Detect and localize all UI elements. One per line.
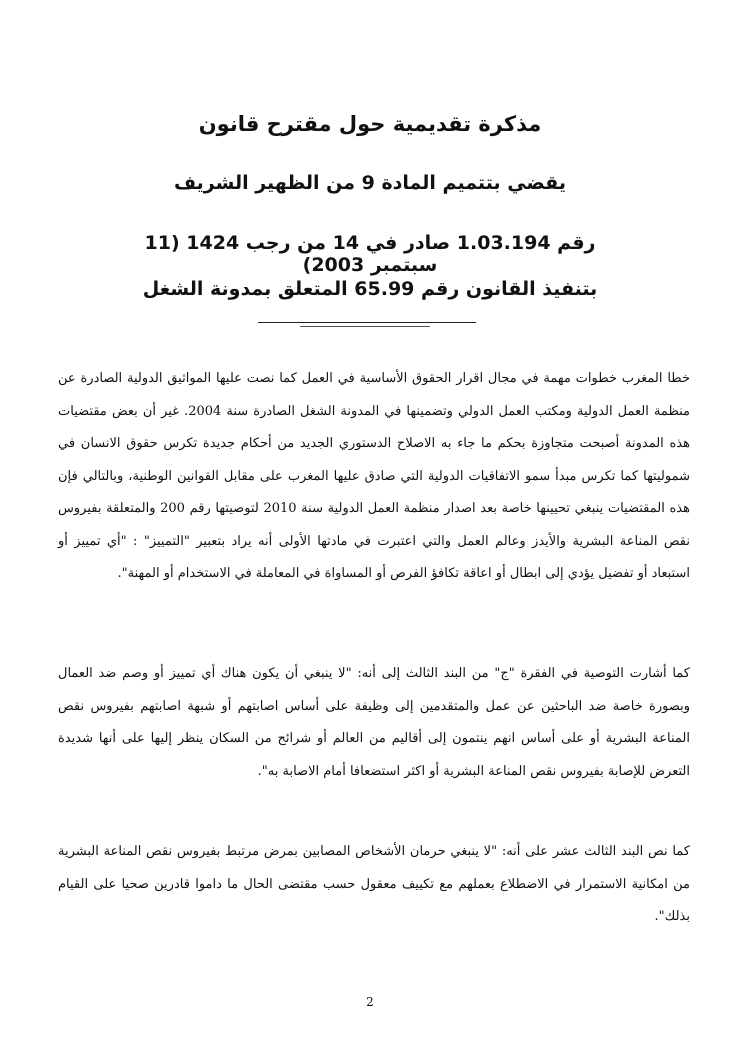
paragraph: كما أشارت التوصية في الفقرة "ج" من البند الثالث إلى أنه: "لا ينبغي أن يكون هناك أي تمييز أو وصم ضد العمال وبصورة خاصة ضد الباحثين عن عمل والمتقدمين إلى وظيفة على أساس اصابتهم أو شبهة اصابتهم بفيروس نقص المناعة البشرية أو على أساس انهم ينتمون إلى أقاليم من العالم أو شرائح من السكان ينظر إليها على أنها شديدة التعرض للإصابة بفيروس نقص المناعة البشرية أو اكثر استضعافا أمام الاصابة به". bbox=[58, 666, 690, 779]
paragraph: خطا المغرب خطوات مهمة في مجال اقرار الحقوق الأساسية في العمل كما نصت عليها المواثيق الدولية الصادرة عن منظمة العمل الدولية ومكتب العمل الدولي وتضمينها في المدونة الشغل الصادرة سنة 2004. غير أن بعض مقتضيات هذه المدونة أصبحت متجاوزة بحكم ما جاء به الاصلاح الدستوري الجديد من أحكام جديدة تكرس حقوق الانسان في شموليتها كما تكرس مبدأ سمو الاتفاقيات الدولية التي صادق عليها المغرب على مقابل القوانين الوطنية، وبالتالي فإن هذه المقتضيات ينبغي تحيينها خاصة بعد اصدار منظمة العمل الدولية سنة 2010 لتوصيتها رقم 200 والمتعلقة بفيروس نقص المناعة البشرية والأيدز وعالم العمل والتي اعتبرت في مادتها الأولى أنه يراد بتعبير "التمييز" : "أي تمييز أو استبعاد أو تفضيل يؤدي إلى ابطال أو اعاقة تكافؤ الفرص أو المساواة في المعاملة في الاستخدام أو المهنة". bbox=[58, 371, 690, 581]
document-subtitle-line-3: بتنفيذ القانون رقم 65.99 المتعلق بمدونة الشغل bbox=[142, 278, 598, 300]
document-title: مذكرة تقديمية حول مقترح قانون bbox=[198, 112, 542, 136]
paragraph: كما نص البند الثالث عشر على أنه: "لا ينبغي حرمان الأشخاص المصابين بمرض مرتبط بفيروس نقص المناعة البشرية من امكانية الاستمرار في الاضطلاع بعملهم مع تكييف معقول حسب مقتضى الحال ما داموا قادرين صحيا على القيام بذلك". bbox=[58, 844, 690, 924]
document-subtitle-line-2: رقم 1.03.194 صادر في 14 من رجب 1424 (11 سبتمبر 2003) bbox=[144, 232, 596, 276]
title-divider-secondary bbox=[300, 326, 430, 327]
document-subtitle-line-1: يقضي بتتميم المادة 9 من الظهير الشريف bbox=[174, 172, 566, 194]
title-divider bbox=[258, 322, 476, 323]
page-number: 2 bbox=[366, 995, 374, 1009]
